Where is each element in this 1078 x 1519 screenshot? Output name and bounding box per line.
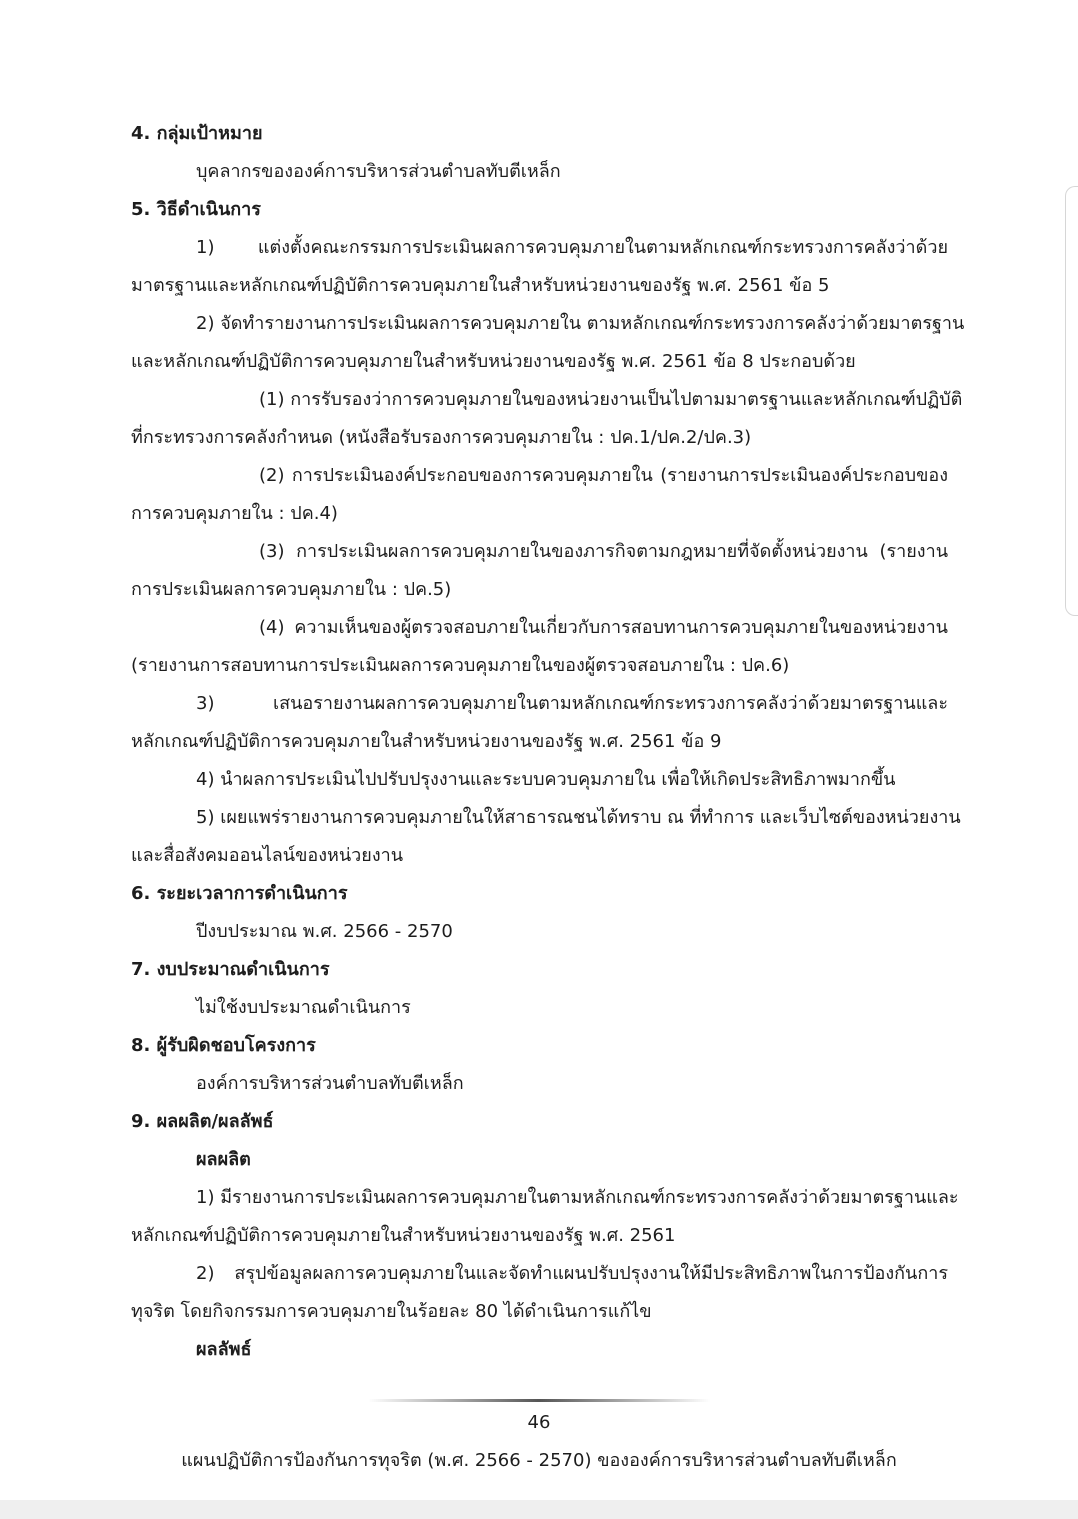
method-line: 4) นำผลการประเมินไปปรับปรุงงานและระบบควบคุมภายใน เพื่อให้เกิดประสิทธิภาพมากขึ้น — [196, 769, 896, 790]
method-line: 3) เสนอรายงานผลการควบคุมภายในตามหลักเกณฑ์กระทรวงการคลังว่าด้วยมาตรฐานและ — [196, 693, 948, 714]
method-subitem-line: (4) ความเห็นของผู้ตรวจสอบภายในเกี่ยวกับการสอบทานการควบคุมภายในของหน่วยงาน — [259, 617, 948, 638]
section-body-duration: ปีงบประมาณ พ.ศ. 2566 - 2570 — [196, 921, 453, 942]
output-line: หลักเกณฑ์ปฏิบัติการควบคุมภายในสำหรับหน่วยงานของรัฐ พ.ศ. 2561 — [131, 1225, 676, 1246]
section-body-target-group: บุคลากรขององค์การบริหารส่วนตำบลทับตีเหล็ก — [196, 161, 561, 182]
section-heading-budget: 7. งบประมาณดำเนินการ — [131, 959, 330, 980]
output-line: ทุจริต โดยกิจกรรมการควบคุมภายในร้อยละ 80 ได้ดำเนินการแก้ไข — [131, 1301, 652, 1322]
method-line: หลักเกณฑ์ปฏิบัติการควบคุมภายในสำหรับหน่วยงานของรัฐ พ.ศ. 2561 ข้อ 9 — [131, 731, 722, 752]
section-heading-responsible: 8. ผู้รับผิดชอบโครงการ — [131, 1035, 316, 1056]
output-line: 2) สรุปข้อมูลผลการควบคุมภายในและจัดทำแผนปรับปรุงงานให้มีประสิทธิภาพในการป้องกันการ — [196, 1263, 948, 1284]
method-subitem-line: การควบคุมภายใน : ปค.4) — [131, 503, 338, 524]
method-subitem-line: (1) การรับรองว่าการควบคุมภายในของหน่วยงานเป็นไปตามมาตรฐานและหลักเกณฑ์ปฏิบัติ — [259, 389, 963, 410]
method-line: และสื่อสังคมออนไลน์ของหน่วยงาน — [131, 845, 404, 866]
method-line: 5) เผยแพร่รายงานการควบคุมภายในให้สาธารณชนได้ทราบ ณ ที่ทำการ และเว็บไซต์ของหน่วยงาน — [196, 807, 961, 828]
output-subheading: ผลผลิต — [196, 1149, 251, 1170]
section-body-budget: ไม่ใช้งบประมาณดำเนินการ — [196, 997, 411, 1018]
footer-divider — [368, 1399, 710, 1402]
method-line: 1) แต่งตั้งคณะกรรมการประเมินผลการควบคุมภายในตามหลักเกณฑ์กระทรวงการคลังว่าด้วย — [196, 237, 948, 258]
footer-text: แผนปฏิบัติการป้องกันการทุจริต (พ.ศ. 2566 - 2570) ขององค์การบริหารส่วนตำบลทับตีเหล็ก — [181, 1450, 897, 1471]
section-heading-method: 5. วิธีดำเนินการ — [131, 199, 261, 220]
section-heading-results: 9. ผลผลิต/ผลลัพธ์ — [131, 1111, 274, 1132]
viewer-bottom-bar — [0, 1500, 1078, 1519]
section-heading-duration: 6. ระยะเวลาการดำเนินการ — [131, 883, 348, 904]
method-subitem-line: ที่กระทรวงการคลังกำหนด (หนังสือรับรองการควบคุมภายใน : ปค.1/ปค.2/ปค.3) — [131, 427, 752, 448]
output-line: 1) มีรายงานการประเมินผลการควบคุมภายในตามหลักเกณฑ์กระทรวงการคลังว่าด้วยมาตรฐานและ — [196, 1187, 959, 1208]
section-body-responsible: องค์การบริหารส่วนตำบลทับตีเหล็ก — [196, 1073, 464, 1094]
method-subitem-line: (3) การประเมินผลการควบคุมภายในของภารกิจตามกฎหมายที่จัดตั้งหน่วยงาน (รายงาน — [259, 541, 948, 562]
scroll-handle[interactable] — [1065, 186, 1078, 616]
method-subitem-line: การประเมินผลการควบคุมภายใน : ปค.5) — [131, 579, 452, 600]
method-subitem-line: (2) การประเมินองค์ประกอบของการควบคุมภายใน (รายงานการประเมินองค์ประกอบของ — [259, 465, 948, 486]
method-line: 2) จัดทำรายงานการประเมินผลการควบคุมภายใน ตามหลักเกณฑ์กระทรวงการคลังว่าด้วยมาตรฐาน — [196, 313, 965, 334]
method-line: และหลักเกณฑ์ปฏิบัติการควบคุมภายในสำหรับหน่วยงานของรัฐ พ.ศ. 2561 ข้อ 8 ประกอบด้วย — [131, 351, 856, 372]
page-number: 46 — [527, 1412, 551, 1433]
outcome-subheading: ผลลัพธ์ — [196, 1339, 252, 1360]
method-subitem-line: (รายงานการสอบทานการประเมินผลการควบคุมภายในของผู้ตรวจสอบภายใน : ปค.6) — [131, 655, 790, 676]
method-line: มาตรฐานและหลักเกณฑ์ปฏิบัติการควบคุมภายในสำหรับหน่วยงานของรัฐ พ.ศ. 2561 ข้อ 5 — [131, 275, 830, 296]
section-heading-target-group: 4. กลุ่มเป้าหมาย — [131, 123, 263, 144]
